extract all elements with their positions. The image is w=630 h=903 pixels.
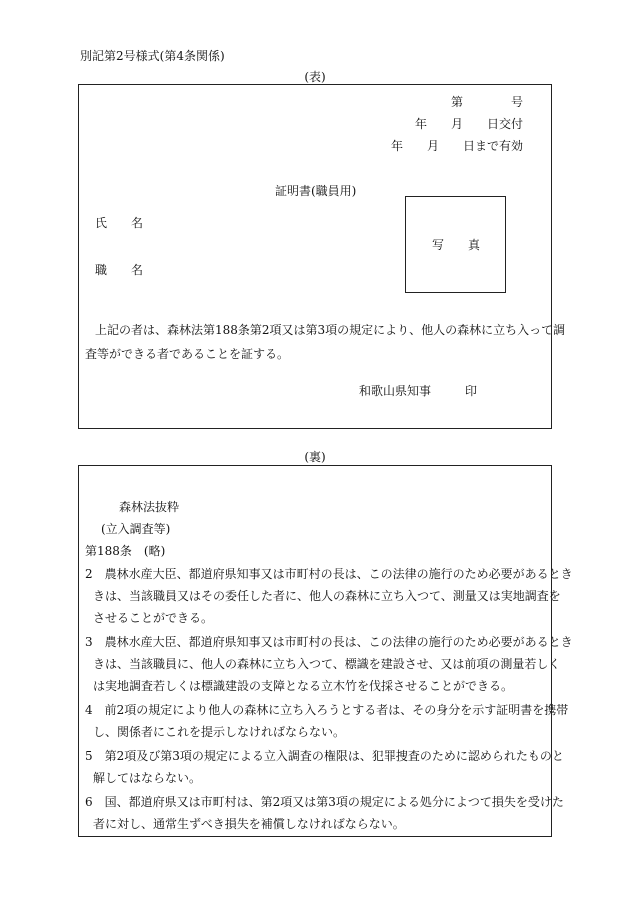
item-text-line: 農林水産大臣、都道府県知事又は市町村の長は、この法律の施行のため必要があるとき [104, 567, 573, 581]
item-number: 6 [85, 795, 93, 809]
certificate-body-line-1: 上記の者は、森林法第188条第2項又は第3項の規定により、他人の森林に立ち入って調 [95, 323, 566, 337]
certificate-body-line-2: 査等ができる者であることを証する。 [85, 347, 290, 361]
item-text-line: 者に対し、通常生ずべき損失を補償しなければならない。 [93, 817, 405, 831]
item-text-line: きは、当該職員又はその委任した者に、他人の森林に立ち入つて、測量又は実地調査を [93, 589, 561, 603]
excerpt-subheading: (立入調査等) [101, 522, 171, 536]
position-label: 職 名 [95, 263, 144, 277]
item-text-line: 国、都道府県又は市町村は、第2項又は第3項の規定による処分によつて損失を受けた [104, 795, 564, 809]
seal-mark: 印 [465, 384, 478, 398]
signatory: 和歌山県知事 [359, 384, 432, 398]
excerpt-heading: 森林法抜粋 [119, 500, 180, 514]
item-number: 5 [85, 749, 93, 763]
item-text-line: し、関係者にこれを提示しなければならない。 [93, 725, 346, 739]
article-number: 第188条 (略) [85, 544, 166, 558]
item-number: 2 [85, 567, 93, 581]
item-text-line: きは、当該職員に、他人の森林に立ち入つて、標識を建設させ、又は前項の測量若しく [93, 657, 561, 671]
form-title: 別記第2号様式(第4条関係) [80, 49, 225, 63]
item-text-line: 農林水産大臣、都道府県知事又は市町村の長は、この法律の施行のため必要があるとき [104, 635, 573, 649]
photo-frame [405, 196, 506, 293]
issue-date-line: 年 月 日交付 [414, 117, 523, 131]
photo-label: 写 真 [432, 238, 481, 252]
article-item-2 [85, 565, 573, 582]
item-text-line: 解してはならない。 [93, 771, 202, 785]
article-item-3 [85, 633, 573, 650]
front-side-label: (表) [304, 70, 326, 84]
back-side-label: (裏) [304, 450, 326, 464]
article-item-5 [85, 747, 564, 764]
article-item-6 [85, 793, 564, 810]
item-text-line: は実地調査若しくは標識建設の支障となる立木竹を伐採させることができる。 [93, 679, 514, 693]
valid-until-line: 年 月 日まで有効 [390, 139, 523, 153]
front-certificate-box [78, 84, 566, 429]
item-text-line: 第2項及び第3項の規定による立入調査の権限は、犯罪捜査のために認められたものと [104, 749, 564, 763]
item-text-line: させることができる。 [93, 611, 214, 625]
item-number: 4 [85, 703, 93, 717]
item-text-line: 前2項の規定により他人の森林に立ち入ろうとする者は、その身分を示す証明書を携帯 [104, 703, 569, 717]
item-number: 3 [85, 635, 93, 649]
certificate-title: 証明書(職員用) [275, 184, 357, 198]
certificate-number-line: 第 号 [450, 95, 523, 109]
back-excerpt-box [78, 465, 573, 837]
name-label: 氏 名 [95, 216, 144, 230]
article-item-4 [85, 701, 568, 718]
